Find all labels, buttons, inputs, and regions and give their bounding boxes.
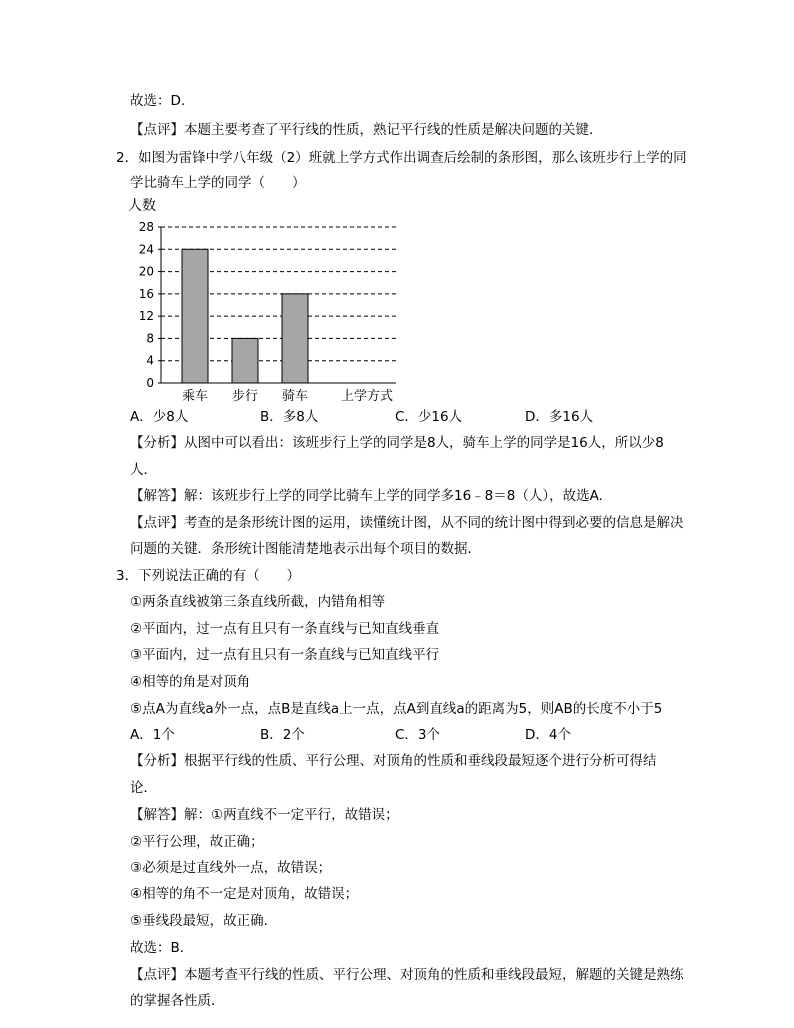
q2-option-b: B．多8人 [260,409,319,425]
q3-option-d: D．4个 [525,727,571,743]
q2-option-d: D．多16人 [525,409,594,425]
y-tick-label: 20 [138,264,154,279]
bar [182,249,208,383]
q3-statement-1: ①两条直线被第三条直线所截，内错角相等 [130,594,386,610]
q3-option-a: A．1个 [130,727,175,743]
q2-comment-line2: 问题的关键．条形统计图能清楚地表示出每个项目的数据． [130,541,481,557]
q3-analysis-line2: 论． [130,780,157,796]
y-tick-label: 16 [138,286,154,301]
q2-stem-line2: 学比骑车上学的同学（ ） [130,175,306,191]
q3-solution-line1: 【解答】解：①两直线不一定平行，故错误； [130,807,399,823]
q2-analysis-line2: 人． [130,462,157,478]
q2-stem-line1: 2．如图为雷锋中学八年级（2）班就上学方式作出调查后绘制的条形图，那么该班步行上学的同 [116,150,687,166]
q3-statement-3: ③平面内，过一点有且只有一条直线与已知直线平行 [130,647,440,663]
q3-option-c: C．3个 [395,727,441,743]
y-axis-label: 人数 [128,198,156,214]
y-tick-label: 12 [138,309,154,324]
y-tick-label: 28 [138,220,154,234]
bar-chart [120,194,420,406]
bar [282,294,308,383]
q2-analysis-line1: 【分析】从图中可以看出：该班步行上学的同学是8人，骑车上学的同学是16人，所以少8 [130,435,664,451]
q2-solution: 【解答】解：该班步行上学的同学比骑车上学的同学多16﹣8＝8（人），故选A. [130,488,603,504]
q3-analysis-line1: 【分析】根据平行线的性质、平行公理、对顶角的性质和垂线段最短逐个进行分析可得结 [130,753,657,769]
q3-solution-line4: ④相等的角不一定是对顶角，故错误； [130,886,359,902]
q3-answer: 故选：B. [130,940,185,956]
bar [232,338,258,383]
q3-solution-line2: ②平行公理，故正确； [130,834,264,850]
x-tick-label: 步行 [231,389,259,404]
y-tick-label: 0 [146,376,154,390]
q3-solution-line3: ③必须是过直线外一点，故错误； [130,860,332,876]
q3-statement-2: ②平面内，过一点有且只有一条直线与已知直线垂直 [130,621,440,637]
y-tick-label: 8 [146,331,154,346]
q2-option-a: A．少8人 [130,409,189,425]
q3-statement-5: ⑤点A为直线a外一点，点B是直线a上一点，点A到直线a的距离为5，则AB的长度不小于5 [130,701,663,717]
x-tick-label: 骑车 [281,389,309,404]
q3-option-b: B．2个 [260,727,305,743]
x-axis-label: 上学方式 [340,389,394,404]
q3-stem: 3．下列说法正确的有（ ） [116,568,301,584]
q2-option-c: C．少16人 [395,409,463,425]
q1-comment: 【点评】本题主要考查了平行线的性质，熟记平行线的性质是解决问题的关键． [130,122,603,138]
q3-solution-line5: ⑤垂线段最短，故正确． [130,913,278,929]
q3-statement-4: ④相等的角是对顶角 [130,674,251,690]
q3-comment-line2: 的掌握各性质． [130,993,225,1009]
q2-comment-line1: 【点评】考查的是条形统计图的运用，读懂统计图，从不同的统计图中得到必要的信息是解决 [130,515,684,531]
q3-comment-line1: 【点评】本题考查平行线的性质、平行公理、对顶角的性质和垂线段最短，解题的关键是熟练 [130,967,684,983]
y-tick-label: 4 [146,353,154,368]
x-tick-label: 乘车 [181,389,209,404]
q1-answer: 故选：D. [130,93,186,109]
y-tick-label: 24 [138,242,154,257]
